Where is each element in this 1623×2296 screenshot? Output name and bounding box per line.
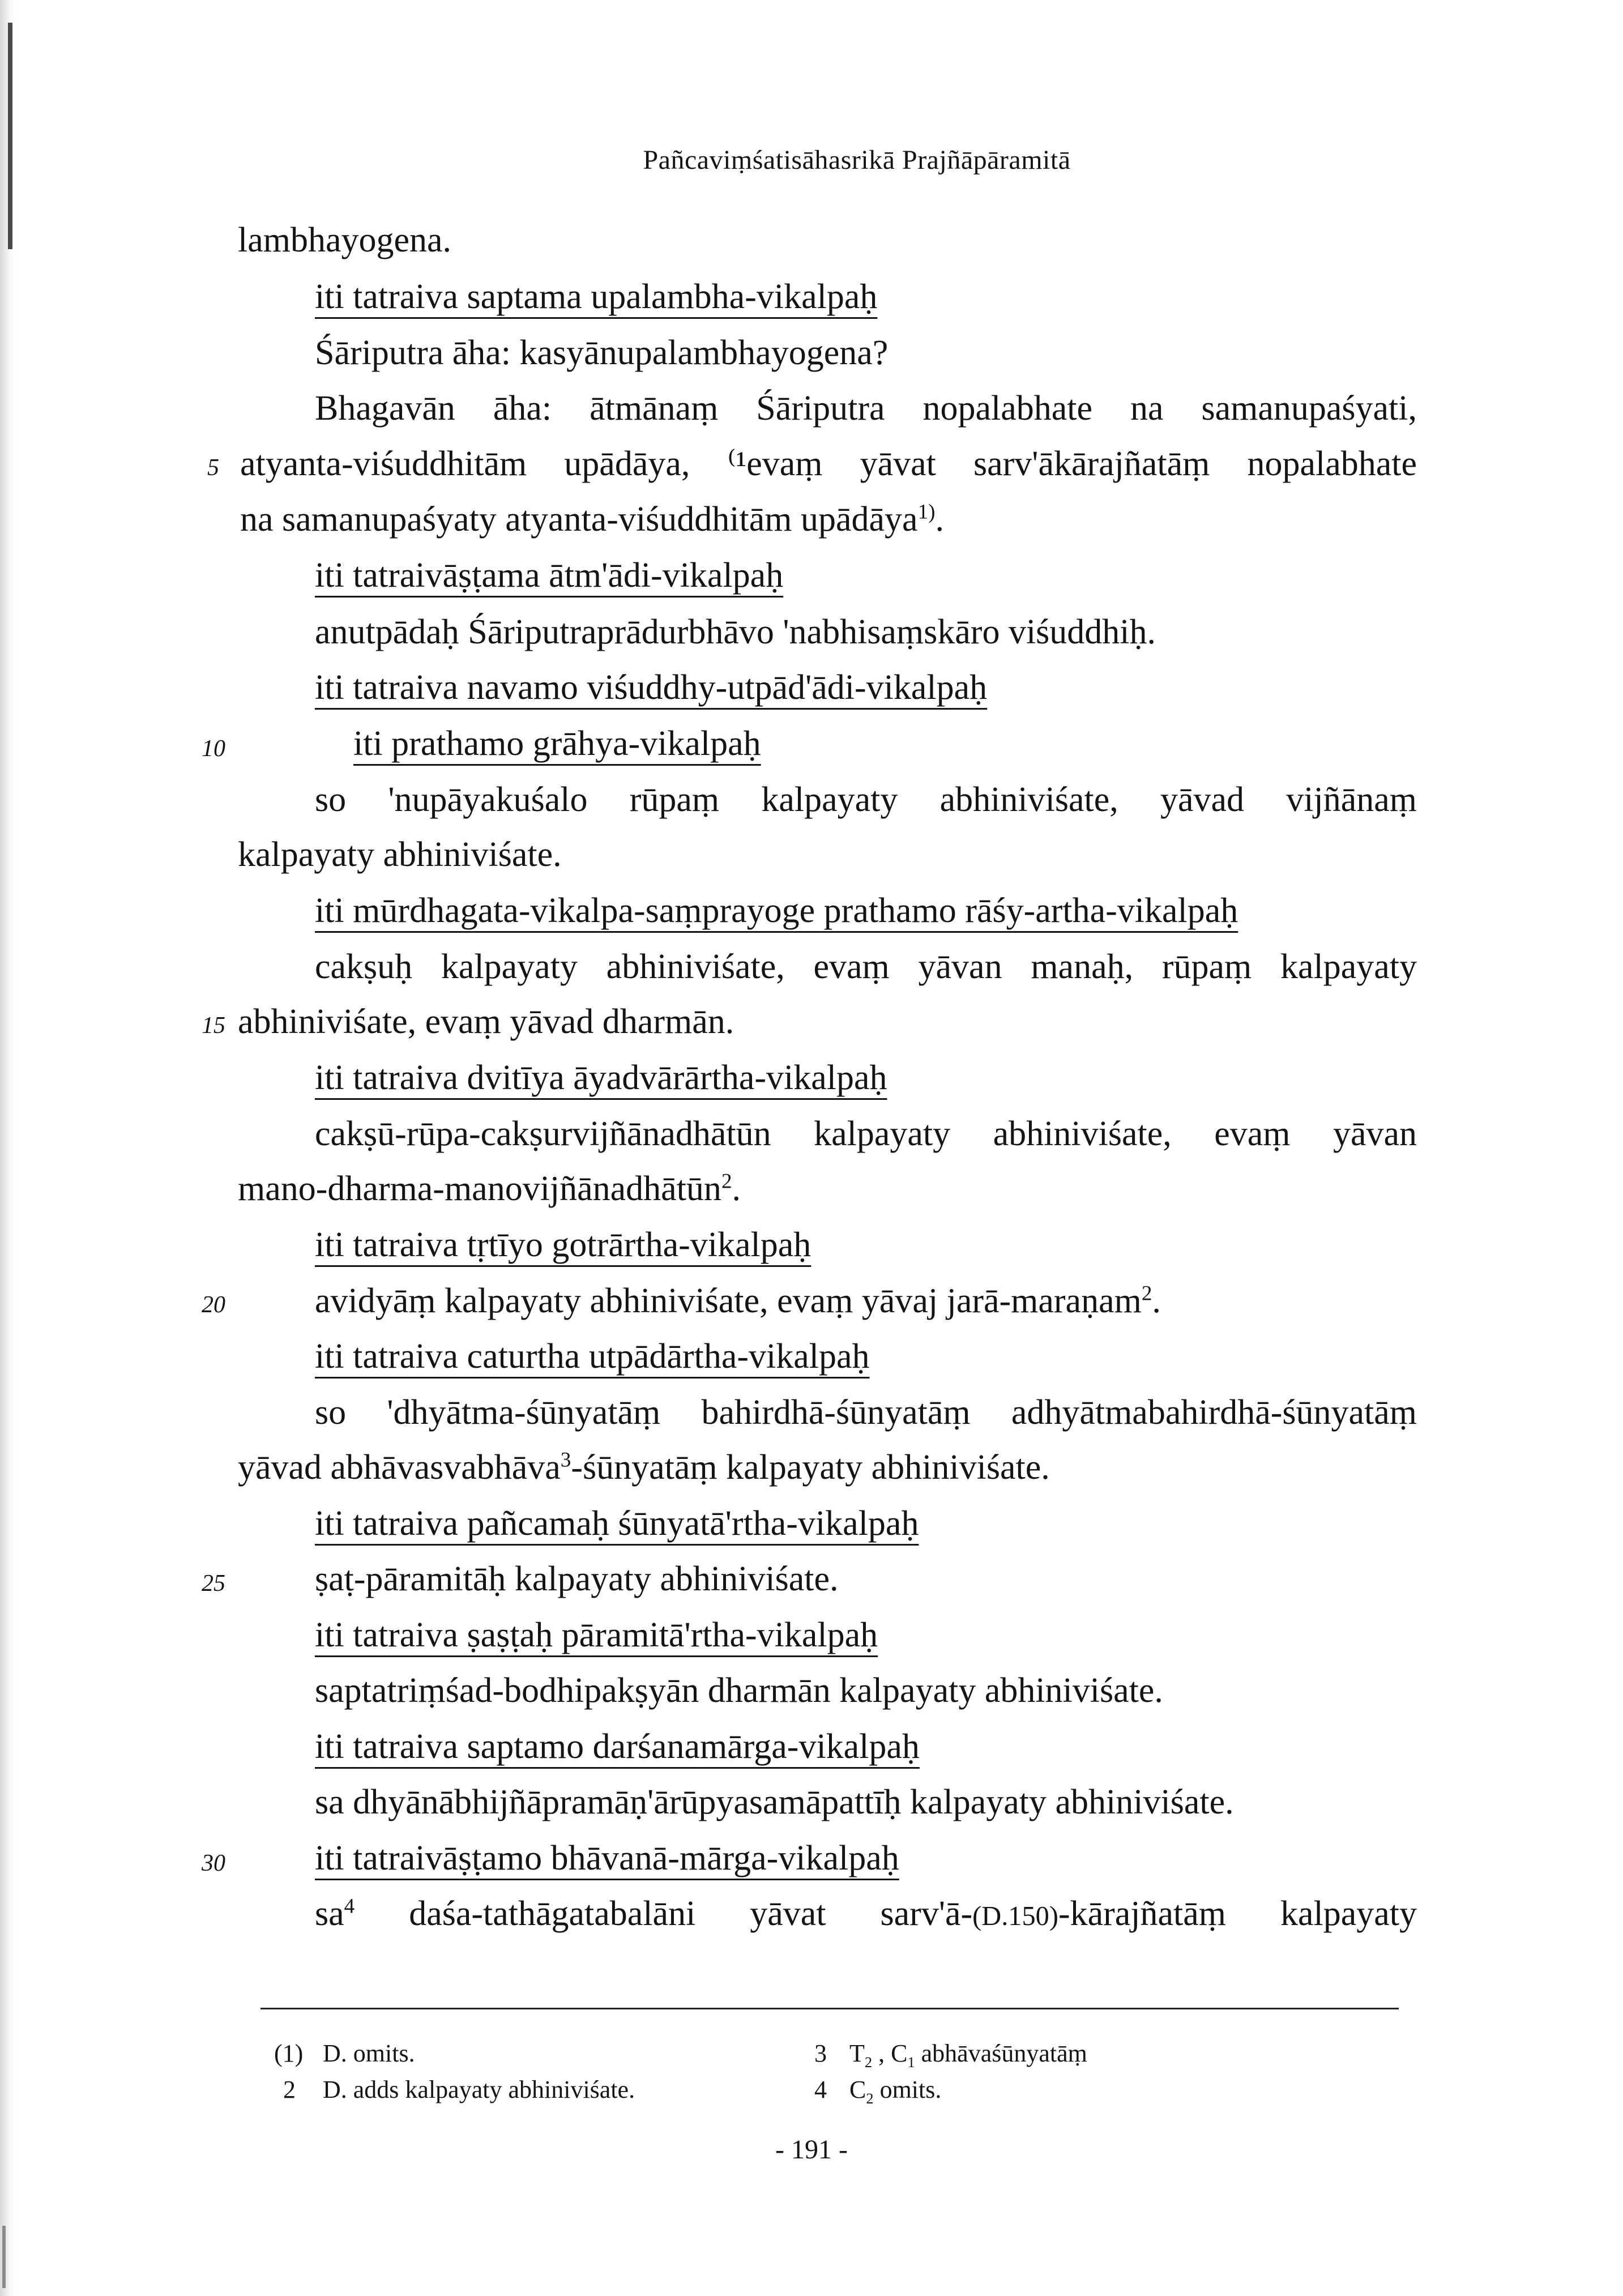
text-line-31-start: sa	[315, 1894, 344, 1933]
footnote-rule	[260, 2008, 1399, 2009]
footnote-3-number: 3	[814, 2039, 827, 2067]
text-line-18-end: .	[732, 1170, 741, 1208]
section-heading-upalambha: iti tatraiva saptama upalambha-vikalpaḥ	[315, 278, 878, 316]
section-heading-utpadartha: iti tatraiva caturtha utpādārtha-vikalpaḥ	[315, 1337, 870, 1376]
section-heading-ayadvara: iti tatraiva dvitīya āyadvārārtha-vikalpaḥ	[315, 1059, 887, 1097]
footnote-2	[283, 2075, 635, 2104]
line-number-30: 30	[202, 1850, 225, 1876]
text-line-31-main: daśa-tathāgatabalāni yāvat sarv'ā-	[355, 1894, 973, 1933]
page-number: - 191 -	[775, 2135, 848, 2165]
footnote-4-text: omits.	[873, 2076, 942, 2103]
text-line-12: kalpayaty abhiniviśate.	[238, 835, 562, 874]
text-line-6-main: na samanupaśyaty atyanta-viśuddhitām upādāya	[240, 500, 918, 539]
footnote-3-text: abhāvaśūnyatāṃ	[915, 2039, 1087, 2067]
text-line-29: sa dhyānābhijñāpramāṇ'ārūpyasamāpattīḥ kalpayaty abhiniviśate.	[315, 1783, 1234, 1821]
footnote-3	[814, 2039, 1087, 2071]
text-line-18-main: mano-dharma-manovijñānadhātūn	[238, 1170, 721, 1208]
text-line-23-main: yāvad abhāvasvabhāva	[238, 1448, 561, 1487]
text-line-8: anutpādaḥ Śāriputraprādurbhāvo 'nabhisaṃskāro viśuddhiḥ.	[315, 613, 1156, 651]
footnote-3-sep: , C	[872, 2039, 908, 2067]
running-head	[0, 144, 1623, 176]
footnote-ref-1: 1)	[917, 500, 936, 524]
footnote-4	[814, 2075, 942, 2107]
footnote-ref-3: 3	[560, 1448, 571, 1472]
text-line-5: atyanta-viśuddhitām upādāya, ⁽¹evaṃ yāvat sarv'ākārajñatāṃ nopalabhate	[240, 445, 1417, 483]
footnote-4-c: C	[849, 2076, 866, 2103]
text-line-14: cakṣuḥ kalpayaty abhiniviśate, evaṃ yāvan manaḥ, rūpaṃ kalpayaty	[315, 948, 1417, 986]
edition-page-ref: (D.150)	[972, 1901, 1058, 1931]
text-line-23-end: -śūnyatāṃ kalpayaty abhiniviśate.	[571, 1448, 1050, 1487]
text-line-22: so 'dhyātma-śūnyatāṃ bahirdhā-śūnyatāṃ adhyātmabahirdhā-śūnyatāṃ	[315, 1393, 1417, 1432]
text-line-20-main: avidyāṃ kalpayaty abhiniviśate, evaṃ yāvaj jarā-maraṇam	[315, 1282, 1142, 1320]
text-line-6	[240, 502, 944, 537]
text-line-4: Bhagavān āha: ātmānaṃ Śāriputra nopalabhate na samanupaśyati,	[315, 389, 1417, 428]
section-heading-visuddhy: iti tatraiva navamo viśuddhy-utpād'ādi-vikalpaḥ	[315, 668, 988, 707]
line-number-20: 20	[202, 1292, 225, 1318]
text-line-20	[315, 1283, 1161, 1318]
footnote-3-t-sub: 2	[864, 2053, 873, 2071]
footnote-4-number: 4	[814, 2076, 827, 2103]
line-number-25: 25	[202, 1571, 225, 1597]
line-number-15: 15	[202, 1013, 225, 1039]
footnote-2-text: D. adds kalpayaty abhiniviśate.	[323, 2076, 635, 2103]
text-line-1: lambhayogena.	[238, 221, 452, 259]
text-line-15: abhiniviśate, evaṃ yāvad dharmān.	[238, 1002, 734, 1041]
footnote-1-text: D. omits.	[323, 2039, 415, 2067]
text-line-11: so 'nupāyakuśalo rūpaṃ kalpayaty abhiniviśate, yāvad vijñānaṃ	[315, 780, 1417, 819]
text-line-17: cakṣū-rūpa-cakṣurvijñānadhātūn kalpayaty abhiniviśate, evaṃ yāvan	[315, 1115, 1417, 1153]
section-heading-atmadi: iti tatraivāṣṭama ātm'ādi-vikalpaḥ	[315, 556, 784, 595]
text-line-27: saptatriṃśad-bodhipakṣyān dharmān kalpayaty abhiniviśate.	[315, 1671, 1163, 1710]
line-number-5: 5	[207, 455, 219, 481]
text-line-18	[238, 1171, 741, 1206]
section-heading-paramitartha: iti tatraiva ṣaṣṭaḥ pāramitā'rtha-vikalpaḥ	[315, 1616, 878, 1654]
scan-binding-mark	[8, 23, 12, 249]
line-number-10: 10	[202, 736, 225, 762]
text-line-20-end: .	[1152, 1282, 1161, 1320]
footnote-2-number: 2	[283, 2076, 296, 2103]
text-line-23	[238, 1450, 1050, 1485]
scan-edge-shadow	[0, 0, 15, 2296]
text-line-3: Śāriputra āha: kasyānupalambhayogena?	[315, 334, 889, 372]
section-heading-gotrartha: iti tatraiva tṛtīyo gotrārtha-vikalpaḥ	[315, 1226, 812, 1264]
text-line-6-end: .	[935, 500, 945, 539]
running-head-title: Pañcaviṃśatisāhasrikā Prajñāpāramitā	[643, 145, 1071, 175]
footnote-1-number: (1)	[274, 2039, 304, 2067]
text-line-25: ṣaṭ-pāramitāḥ kalpayaty abhiniviśate.	[315, 1560, 839, 1598]
footnote-3-c-sub: 1	[907, 2053, 915, 2071]
footnote-ref-2a: 2	[721, 1170, 732, 1193]
footnote-ref-4: 4	[344, 1894, 355, 1918]
section-heading-darsanamarga: iti tatraiva saptamo darśanamārga-vikalpaḥ	[315, 1727, 920, 1766]
section-heading-grahya: iti prathamo grāhya-vikalpaḥ	[353, 724, 761, 763]
footnote-4-c-sub: 2	[866, 2089, 874, 2107]
text-line-31-end: -kārajñatāṃ kalpayaty	[1058, 1894, 1417, 1933]
scan-binding-mark-lower	[2, 2226, 6, 2288]
footnote-3-t: T	[849, 2039, 865, 2067]
footnote-1	[274, 2039, 415, 2068]
footnote-ref-2b: 2	[1141, 1282, 1152, 1305]
section-heading-bhavanamarga: iti tatraivāṣṭamo bhāvanā-mārga-vikalpaḥ	[315, 1839, 899, 1877]
text-line-31	[315, 1896, 1417, 1931]
section-heading-murdhagata: iti mūrdhagata-vikalpa-saṃprayoge prathamo rāśy-artha-vikalpaḥ	[315, 891, 1238, 930]
section-heading-sunyatartha: iti tatraiva pañcamaḥ śūnyatā'rtha-vikalpaḥ	[315, 1504, 919, 1543]
